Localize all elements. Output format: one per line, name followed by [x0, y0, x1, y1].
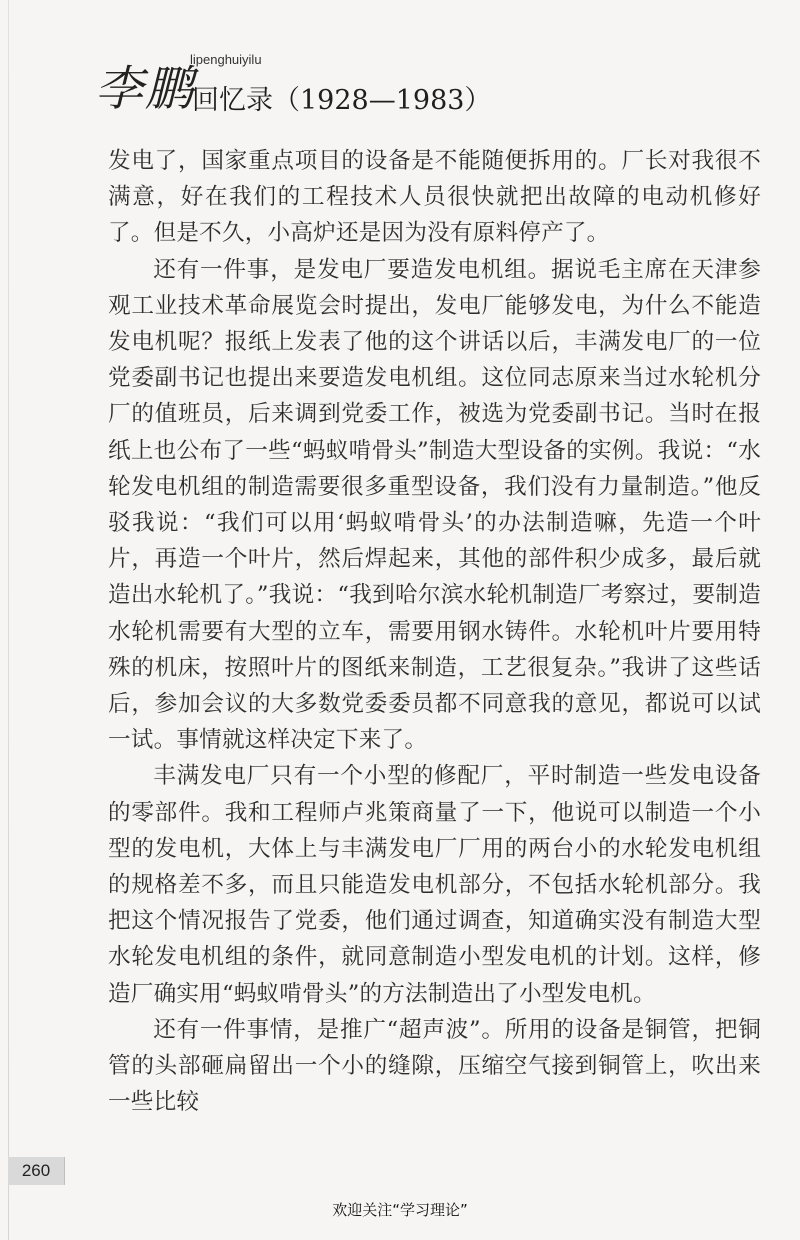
page-edge-line: [8, 0, 9, 1240]
page-body: [108, 143, 761, 1120]
paragraph: 丰满发电厂只有一个小型的修配厂，平时制造一些发电设备的零部件。我和工程师卢兆策商量了一下，他说可以制造一个小型的发电机，大体上与丰满发电厂厂用的两台小的水轮发电机组的规格差不多，而且只能造发电机部分，不包括水轮机部分。我把这个情况报告了党委，他们通过调查，知道确实没有制造大型水轮发电机组的条件，就同意制造小型发电机的计划。这样，修造厂确实用“蚂蚁啃骨头”的方法制造出了小型发电机。: [108, 763, 761, 1007]
footer-note: 欢迎关注“学习理论”: [332, 1201, 468, 1219]
book-header: [95, 40, 615, 120]
author-signature-logo: 李鹏: [95, 61, 196, 117]
page-number-text: 260: [21, 1161, 51, 1180]
paragraph: 还有一件事，是发电厂要造发电机组。据说毛主席在天津参观工业技术革命展览会时提出，发电厂能够发电，为什么不能造发电机呢？报纸上发表了他的这个讲话以后，丰满发电厂的一位党委副书记也提出来要造发电机组。这位同志原来当过水轮机分厂的值班员，后来调到党委工作，被选为党委副书记。当时在报纸上也公布了一些“蚂蚁啃骨头”制造大型设备的实例。我说：“水轮发电机组的制造需要很多重型设备，我们没有力量制造。”他反驳我说：“我们可以用‘蚂蚁啃骨头’的办法制造嘛，先造一个叶片，再造一个叶片，然后焊起来，其他的部件积少成多，最后就造出水轮机了。”我说：“我到哈尔滨水轮机制造厂考察过，要制造水轮机需要有大型的立车，需要用钢水铸件。水轮机叶片要用特殊的机床，按照叶片的图纸来制造，工艺很复杂。”我讲了这些话后，参加会议的大多数党委委员都不同意我的意见，都说可以试一试。事情就这样决定下来了。: [108, 256, 761, 754]
paragraph: 发电了，国家重点项目的设备是不能随便拆用的。厂长对我很不满意，好在我们的工程技术人员很快就把出故障的电动机修好了。但是不久，小高炉还是因为没有原料停产了。: [108, 148, 761, 247]
header-pinyin: lipenghuiyilu: [190, 52, 262, 67]
paragraph: 还有一件事情，是推广“超声波”。所用的设备是铜管，把铜管的头部砸扁留出一个小的缝隙，压缩空气接到铜管上，吹出来一些比较: [108, 1016, 761, 1116]
page-number: [8, 1157, 65, 1185]
book-title: 回忆录（1928—1983）: [192, 85, 492, 116]
